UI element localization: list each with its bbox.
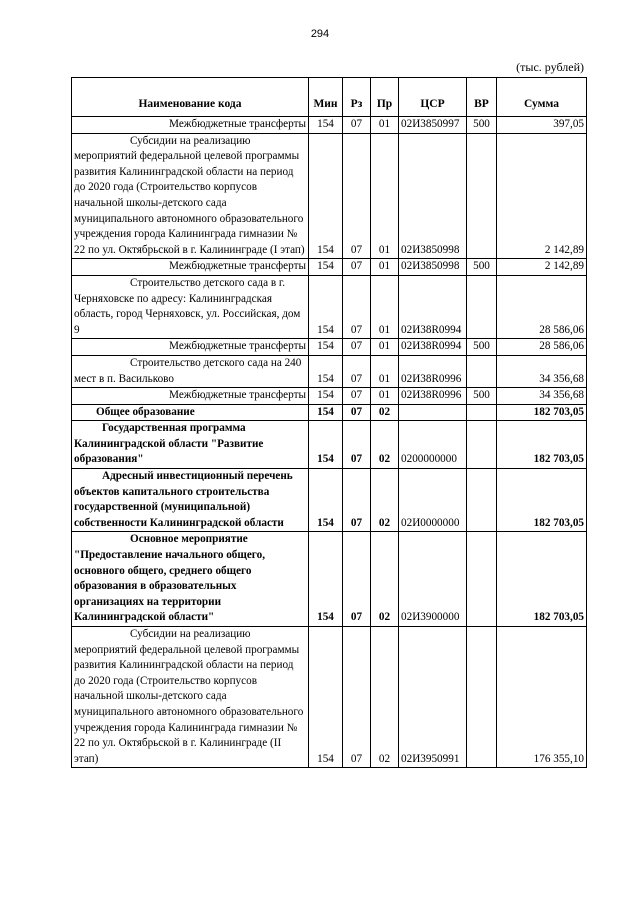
row-pr: 01: [371, 117, 399, 134]
row-sum: 28 586,06: [497, 339, 587, 356]
row-csr: 02И0000000: [399, 469, 467, 532]
row-min: 154: [309, 355, 343, 387]
row-min: 154: [309, 275, 343, 338]
row-pr: 01: [371, 259, 399, 276]
budget-table: [71, 77, 587, 768]
row-sum: 397,05: [497, 117, 587, 134]
header-rz: Рз: [343, 78, 371, 117]
row-name: Общее образование: [72, 404, 309, 421]
row-csr: [399, 404, 467, 421]
row-pr: 02: [371, 421, 399, 469]
row-csr: 02И3950991: [399, 627, 467, 768]
row-min: 154: [309, 117, 343, 134]
row-rz: 07: [343, 469, 371, 532]
row-pr: 02: [371, 627, 399, 768]
row-vr: 500: [467, 117, 497, 134]
table-row: [72, 339, 587, 356]
row-sum: 182 703,05: [497, 532, 587, 627]
row-vr: 500: [467, 388, 497, 405]
table-row: [72, 421, 587, 469]
table-row: [72, 388, 587, 405]
row-min: 154: [309, 404, 343, 421]
table-row: [72, 404, 587, 421]
row-rz: 07: [343, 117, 371, 134]
row-min: 154: [309, 627, 343, 768]
row-pr: 02: [371, 532, 399, 627]
header-name: Наименование кода: [72, 78, 309, 117]
row-name: Межбюджетные трансферты: [72, 117, 309, 134]
header-sum: Сумма: [497, 78, 587, 117]
row-csr: 02И38R0996: [399, 388, 467, 405]
table-row: [72, 133, 587, 259]
row-sum: 28 586,06: [497, 275, 587, 338]
table-row: [72, 259, 587, 276]
row-min: 154: [309, 133, 343, 259]
row-csr: 02И3850998: [399, 133, 467, 259]
row-rz: 07: [343, 404, 371, 421]
header-pr: Пр: [371, 78, 399, 117]
row-rz: 07: [343, 259, 371, 276]
table-row: [72, 532, 587, 627]
header-csr: ЦСР: [399, 78, 467, 117]
row-sum: 182 703,05: [497, 404, 587, 421]
row-min: 154: [309, 469, 343, 532]
row-vr: [467, 627, 497, 768]
header-vr: ВР: [467, 78, 497, 117]
row-csr: 02И38R0994: [399, 339, 467, 356]
row-rz: 07: [343, 388, 371, 405]
row-rz: 07: [343, 627, 371, 768]
table-row: [72, 627, 587, 768]
row-sum: 34 356,68: [497, 355, 587, 387]
row-min: 154: [309, 259, 343, 276]
row-min: 154: [309, 421, 343, 469]
row-pr: 01: [371, 388, 399, 405]
row-name: Субсидии на реализацию мероприятий федеральной целевой программы развития Калининградской области на период до 2020 года (Строительство корпусов начальной школы-детского сада муниципального автономного образовательного учреждения города Калининграда гимназии № 22 по ул. Октябрьской в г. Калининграде (I этап): [72, 133, 309, 259]
row-vr: [467, 355, 497, 387]
row-pr: 02: [371, 404, 399, 421]
row-pr: 02: [371, 469, 399, 532]
row-vr: [467, 404, 497, 421]
row-csr: 02И3850998: [399, 259, 467, 276]
row-vr: 500: [467, 339, 497, 356]
row-rz: 07: [343, 275, 371, 338]
row-csr: 02И38R0994: [399, 275, 467, 338]
row-csr: 02И3850997: [399, 117, 467, 134]
row-vr: 500: [467, 259, 497, 276]
header-min: Мин: [309, 78, 343, 117]
row-rz: 07: [343, 133, 371, 259]
units-note: (тыс. рублей): [516, 60, 584, 74]
row-pr: 01: [371, 355, 399, 387]
row-sum: 182 703,05: [497, 421, 587, 469]
row-min: 154: [309, 532, 343, 627]
row-csr: 0200000000: [399, 421, 467, 469]
table-row: [72, 117, 587, 134]
row-min: 154: [309, 388, 343, 405]
row-name: Строительство детского сада на 240 мест в п. Васильково: [72, 355, 309, 387]
row-rz: 07: [343, 339, 371, 356]
row-pr: 01: [371, 339, 399, 356]
row-vr: [467, 275, 497, 338]
row-name: Государственная программа Калининградской области "Развитие образования": [72, 421, 309, 469]
page-number: 294: [310, 28, 330, 40]
row-rz: 07: [343, 355, 371, 387]
row-pr: 01: [371, 133, 399, 259]
row-name: Межбюджетные трансферты: [72, 339, 309, 356]
table-header-row: [72, 78, 587, 117]
row-csr: 02И38R0996: [399, 355, 467, 387]
table-row: [72, 355, 587, 387]
table-row: [72, 469, 587, 532]
row-sum: 2 142,89: [497, 259, 587, 276]
row-sum: 34 356,68: [497, 388, 587, 405]
row-name: Строительство детского сада в г. Черняховске по адресу: Калининградская область, город Черняховск, ул. Российская, дом 9: [72, 275, 309, 338]
table-row: [72, 275, 587, 338]
row-name: Межбюджетные трансферты: [72, 259, 309, 276]
row-vr: [467, 421, 497, 469]
row-sum: 176 355,10: [497, 627, 587, 768]
row-sum: 182 703,05: [497, 469, 587, 532]
row-rz: 07: [343, 421, 371, 469]
row-min: 154: [309, 339, 343, 356]
row-name: Основное мероприятие "Предоставление начального общего, основного общего, среднего общего образования в образовательных организациях на территории Калининградской области": [72, 532, 309, 627]
row-vr: [467, 133, 497, 259]
row-vr: [467, 532, 497, 627]
row-name: Субсидии на реализацию мероприятий федеральной целевой программы развития Калининградской области на период до 2020 года (Строительство корпусов начальной школы-детского сада муниципального автономного образовательного учреждения города Калининграда гимназии № 22 по ул. Октябрьской в г. Калининграде (II этап): [72, 627, 309, 768]
row-rz: 07: [343, 532, 371, 627]
row-name: Межбюджетные трансферты: [72, 388, 309, 405]
row-sum: 2 142,89: [497, 133, 587, 259]
row-name: Адресный инвестиционный перечень объектов капитального строительства государственной (муниципальной) собственности Калининградской области: [72, 469, 309, 532]
row-csr: 02И3900000: [399, 532, 467, 627]
row-pr: 01: [371, 275, 399, 338]
row-vr: [467, 469, 497, 532]
